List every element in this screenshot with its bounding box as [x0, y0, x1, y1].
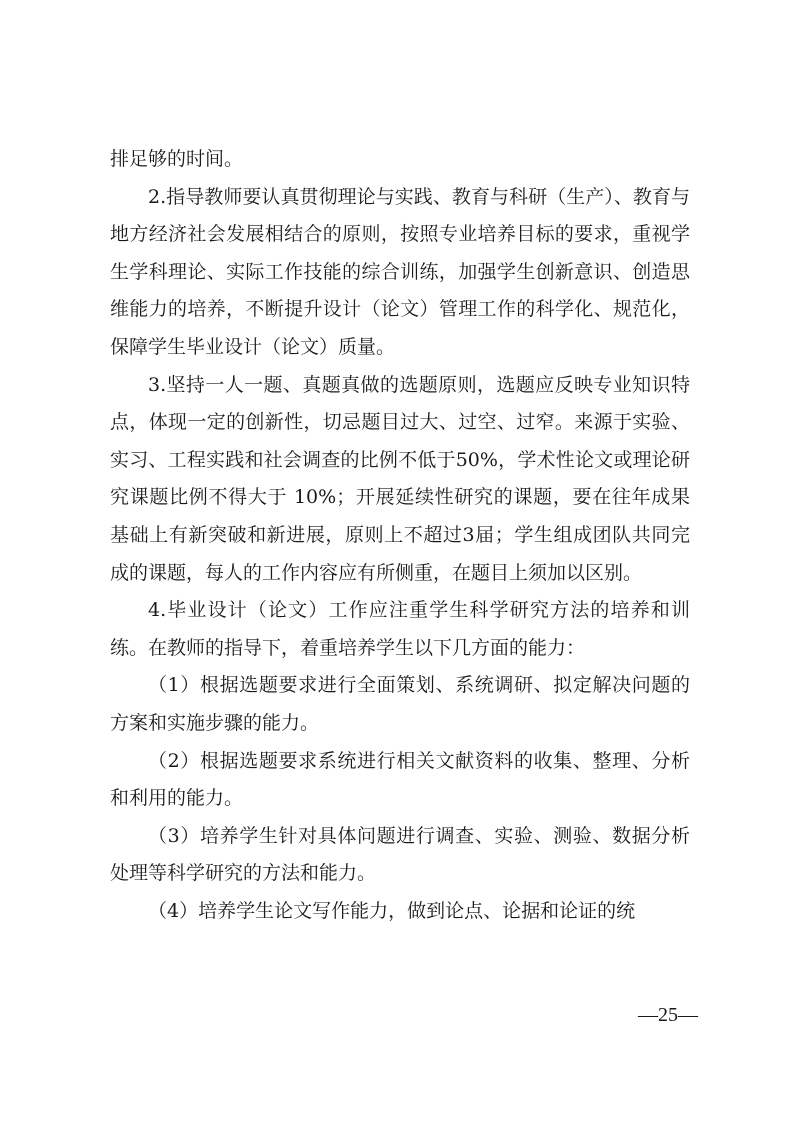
sub-item-1: （1）根据选题要求进行全面策划、系统调研、拟定解决问题的方案和实施步骤的能力。 [110, 674, 690, 734]
paragraph-item-2: 2.指导教师要认真贯彻理论与实践、教育与科研（生产）、教育与地方经济社会发展相结合的原则，按照专业培养目标的要求，重视学生学科理论、实际工作技能的综合训练，加强学生创新意识、创造思维能力的培养，不断提升设计（论文）管理工作的科学化、规范化，保障学生毕业设计（论文）质量。 [110, 185, 690, 358]
sub-item-2: （2）根据选题要求系统进行相关文献资料的收集、整理、分析和利用的能力。 [110, 749, 690, 810]
body-text [110, 141, 690, 930]
sub-item-3: （3）培养学生针对具体问题进行调查、实验、测验、数据分析处理等科学研究的方法和能力。 [110, 824, 690, 885]
paragraph-item-4: 4.毕业设计（论文）工作应注重学生科学研究方法的培养和训练。在教师的指导下，着重培养学生以下几方面的能力： [110, 599, 690, 659]
paragraph-continuation: 排足够的时间。 [110, 148, 244, 170]
sub-item-4: （4）培养学生论文写作能力，做到论点、论据和论证的统 [148, 899, 636, 922]
page-number: —25— [638, 1004, 698, 1026]
paragraph-item-3: 3.坚持一人一题、真题真做的选题原则，选题应反映专业知识特点，体现一定的创新性，切忌题目过大、过空、过窄。来源于实验、实习、工程实践和社会调查的比例不低于50%，学术性论文或理论研究课题比例不得大于 10%；开展延续性研究的课题，要在往年成果基础上有新突破和新进展，原则上不超过3届；学生组成团队共同完成的课题，每人的工作内容应有所侧重，在题目上须加以区别。 [110, 373, 690, 584]
